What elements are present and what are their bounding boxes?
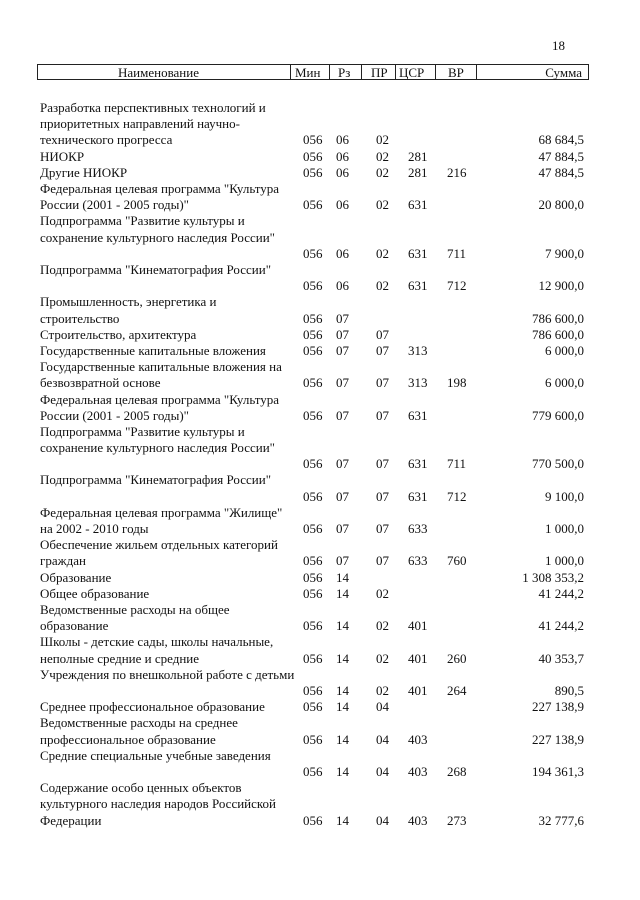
row-pr: 04 [376,763,389,779]
row-name: Ведомственные расходы на общее образование [40,602,230,634]
row-name: Ведомственные расходы на среднее профессиональное образование [40,715,238,747]
table-row [0,570,640,586]
budget-table [0,100,640,829]
row-rz: 14 [336,812,349,828]
table-row [0,359,640,391]
row-sum: 41 244,2 [538,585,584,601]
row-name: Федеральная целевая программа "Культура России (2001 - 2005 годы)" [40,180,280,213]
row-min: 056 [303,132,323,148]
row-csr: 633 [408,521,428,537]
row-name: Федеральная целевая программа "Культура России (2001 - 2005 годы)" [40,391,280,423]
row-pr: 02 [376,132,389,148]
header-vr: ВР [448,65,464,80]
row-rz: 06 [336,245,349,261]
table-row [0,262,640,294]
row-name: Содержание особо ценных объектов культурного наследия народов Российской Федерации [40,780,277,828]
row-min: 056 [303,197,323,213]
row-csr: 403 [408,812,428,828]
row-csr: 403 [408,763,428,779]
row-csr: 631 [408,407,428,423]
row-csr: 313 [408,342,428,358]
row-csr: 281 [408,164,428,180]
row-sum: 770 500,0 [532,456,584,472]
table-row [0,213,640,262]
table-row [0,634,640,666]
row-pr: 02 [376,618,389,634]
table-row [0,715,640,747]
row-rz: 06 [336,132,349,148]
header-divider [395,65,396,80]
row-min: 056 [303,812,323,828]
row-sum: 227 138,9 [532,699,584,715]
table-row [0,780,640,829]
row-csr: 401 [408,683,428,698]
header-pr: ПР [371,65,388,80]
row-min: 056 [303,342,323,358]
row-pr: 07 [376,521,389,537]
row-min: 056 [303,618,323,634]
header-divider [290,65,291,80]
table-row [0,699,640,715]
row-vr: 712 [447,488,467,504]
row-name: Подпрограмма "Кинематография России" [40,472,272,488]
table-row [0,100,640,149]
row-pr: 02 [376,650,389,666]
row-pr: 07 [376,375,389,391]
row-rz: 07 [336,342,349,358]
table-row [0,149,640,165]
row-min: 056 [303,521,323,537]
row-sum: 68 684,5 [538,132,584,148]
row-pr: 02 [376,683,389,698]
row-vr: 268 [447,763,467,779]
row-sum: 786 600,0 [532,326,584,342]
row-csr: 633 [408,553,428,569]
header-rz: Рз [338,65,351,80]
row-sum: 6 000,0 [545,375,584,391]
row-name: Подпрограмма "Развитие культуры и сохранение культурного наследия России" [40,423,275,456]
row-name: Образование [40,569,112,585]
row-min: 056 [303,148,323,164]
row-rz: 07 [336,553,349,569]
row-sum: 227 138,9 [532,731,584,747]
row-min: 056 [303,488,323,504]
row-csr: 313 [408,375,428,391]
row-rz: 14 [336,763,349,779]
row-name: Среднее профессиональное образование [40,699,265,715]
row-rz: 07 [336,326,349,342]
row-min: 056 [303,553,323,569]
row-min: 056 [303,407,323,423]
row-vr: 264 [447,683,467,698]
row-rz: 06 [336,278,349,294]
row-pr: 07 [376,326,389,342]
row-sum: 9 100,0 [545,488,584,504]
row-sum: 6 000,0 [545,342,584,358]
row-min: 056 [303,326,323,342]
table-header [37,64,589,80]
row-vr: 711 [447,245,467,261]
row-sum: 12 900,0 [538,278,584,294]
row-vr: 712 [447,278,467,294]
row-vr: 273 [447,812,467,828]
table-row [0,537,640,569]
row-csr: 401 [408,618,428,634]
table-row [0,586,640,602]
row-csr: 403 [408,731,428,747]
row-csr: 281 [408,148,428,164]
row-sum: 7 900,0 [545,245,584,261]
row-vr: 711 [447,456,467,472]
row-pr: 07 [376,488,389,504]
header-sum: Сумма [545,65,582,80]
row-vr: 198 [447,375,467,391]
row-rz: 06 [336,148,349,164]
row-csr: 631 [408,456,428,472]
row-pr: 02 [376,278,389,294]
row-rz: 07 [336,456,349,472]
row-rz: 14 [336,569,349,585]
row-sum: 779 600,0 [532,407,584,423]
table-row [0,505,640,537]
row-pr: 02 [376,148,389,164]
header-divider [435,65,436,80]
table-row [0,602,640,634]
row-sum: 47 884,5 [538,148,584,164]
row-sum: 1 000,0 [545,521,584,537]
table-row [0,327,640,343]
row-name: Обеспечение жильем отдельных категорий граждан [40,537,278,569]
row-name: Общее образование [40,585,150,601]
table-row [0,748,640,780]
row-csr: 401 [408,650,428,666]
row-rz: 14 [336,683,349,698]
row-name: Промышленность, энергетика и строительство [40,294,217,326]
row-min: 056 [303,731,323,747]
row-sum: 41 244,2 [538,618,584,634]
row-pr: 07 [376,342,389,358]
table-row [0,424,640,473]
table-row [0,181,640,213]
row-sum: 1 000,0 [545,553,584,569]
row-csr: 631 [408,197,428,213]
row-rz: 07 [336,407,349,423]
row-rz: 07 [336,375,349,391]
row-pr: 02 [376,164,389,180]
row-vr: 760 [447,553,467,569]
header-divider [361,65,362,80]
row-pr: 07 [376,407,389,423]
row-sum: 1 308 353,2 [522,569,584,585]
row-name: Строительство, архитектура [40,326,197,342]
row-pr: 02 [376,197,389,213]
row-rz: 14 [336,650,349,666]
row-rz: 14 [336,699,349,715]
header-divider [329,65,330,80]
row-min: 056 [303,569,323,585]
row-pr: 07 [376,456,389,472]
row-rz: 14 [336,585,349,601]
row-name: Федеральная целевая программа "Жилище" на 2002 - 2010 годы [40,504,283,537]
row-name: Государственные капитальные вложения [40,342,266,358]
row-vr: 260 [447,650,467,666]
row-sum: 194 361,3 [532,763,584,779]
row-name: Средние специальные учебные заведения [40,747,271,763]
row-vr: 216 [447,164,467,180]
row-pr: 04 [376,731,389,747]
row-min: 056 [303,683,323,698]
row-pr: 02 [376,245,389,261]
row-name: Государственные капитальные вложения на безвозвратной основе [40,359,282,391]
header-divider [476,65,477,80]
row-min: 056 [303,164,323,180]
row-csr: 631 [408,278,428,294]
row-min: 056 [303,763,323,779]
row-min: 056 [303,699,323,715]
row-min: 056 [303,650,323,666]
row-pr: 04 [376,699,389,715]
header-csr: ЦСР [399,65,425,80]
row-sum: 786 600,0 [532,310,584,326]
row-rz: 07 [336,310,349,326]
row-sum: 47 884,5 [538,164,584,180]
row-min: 056 [303,456,323,472]
row-pr: 07 [376,553,389,569]
row-sum: 40 353,7 [538,650,584,666]
row-name: Другие НИОКР [40,164,128,180]
header-min: Мин [295,65,321,80]
row-min: 056 [303,278,323,294]
row-rz: 07 [336,521,349,537]
row-rz: 06 [336,164,349,180]
row-name: Подпрограмма "Кинематография России" [40,261,272,277]
row-rz: 06 [336,197,349,213]
row-sum: 20 800,0 [538,197,584,213]
row-csr: 631 [408,488,428,504]
row-name: Разработка перспективных технологий и приоритетных направлений научно-технического прогресса [40,100,266,148]
row-min: 056 [303,375,323,391]
row-min: 056 [303,245,323,261]
table-row [0,343,640,359]
row-min: 056 [303,585,323,601]
row-sum: 32 777,6 [538,812,584,828]
row-name: Учреждения по внешкольной работе с детьми [40,666,295,682]
row-pr: 02 [376,585,389,601]
page-number: 18 [552,38,565,53]
table-row [0,392,640,424]
row-csr: 631 [408,245,428,261]
row-rz: 07 [336,488,349,504]
row-sum: 890,5 [554,683,584,698]
row-min: 056 [303,310,323,326]
row-name: НИОКР [40,148,85,164]
row-name: Школы - детские сады, школы начальные, неполные средние и средние [40,634,274,666]
table-row [0,165,640,181]
table-row [0,472,640,504]
header-name: Наименование [118,65,199,80]
row-rz: 14 [336,618,349,634]
row-pr: 04 [376,812,389,828]
table-row [0,667,640,699]
table-row [0,294,640,326]
row-name: Подпрограмма "Развитие культуры и сохранение культурного наследия России" [40,213,275,245]
row-rz: 14 [336,731,349,747]
